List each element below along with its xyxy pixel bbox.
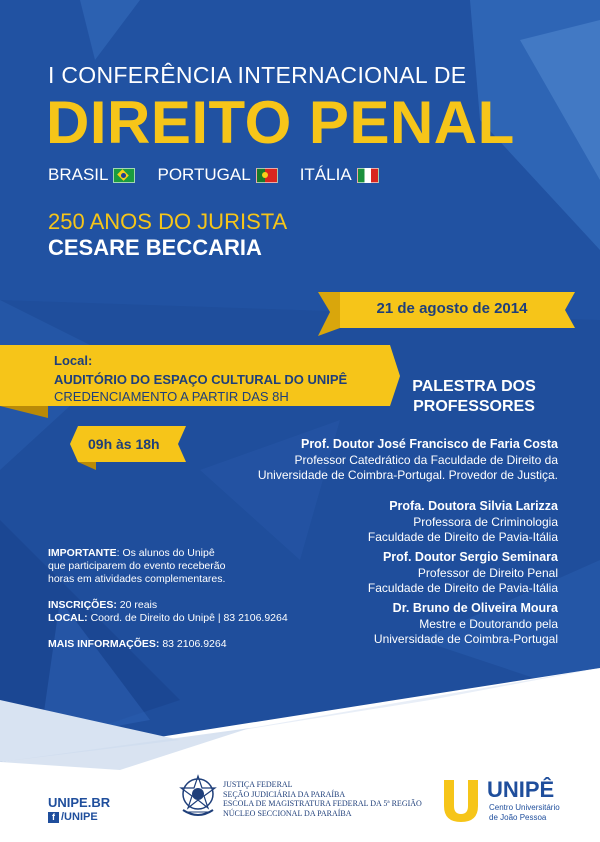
speaker-item: [368, 498, 558, 545]
justica-line: ESCOLA DE MAGISTRATURA FEDERAL DA 5ª REGIÃO: [223, 799, 422, 808]
mais-info-line: [48, 638, 227, 651]
importante-text: que participarem do evento receberão: [48, 560, 226, 572]
portugal-flag-icon: [256, 168, 278, 183]
facebook-icon: f: [48, 812, 59, 823]
italy-flag-icon: [357, 168, 379, 183]
speaker-name: Dr. Bruno de Oliveira Moura: [392, 601, 558, 615]
mais-info-value: 83 2106.9264: [159, 638, 227, 650]
venue-name: AUDITÓRIO DO ESPAÇO CULTURAL DO UNIPÊ: [54, 372, 348, 387]
unipe-subtitle: [489, 803, 560, 822]
speaker-desc: Professor Catedrático da Faculdade de Direito da: [294, 453, 558, 467]
speaker-item: [258, 436, 558, 483]
country-label: BRASIL: [48, 165, 109, 184]
importante-block: [48, 547, 225, 586]
inscricoes-label: INSCRIÇÕES:: [48, 599, 117, 611]
local-info-value: Coord. de Direito do Unipê | 83 2106.9264: [87, 612, 288, 624]
country-label: PORTUGAL: [157, 165, 251, 184]
event-date: 21 de agosto de 2014: [376, 300, 528, 317]
importante-text: : Os alunos do Unipê: [116, 547, 215, 559]
speaker-item: [368, 549, 558, 596]
country-portugal: [157, 165, 277, 185]
palestra-title-line: PALESTRA DOS: [412, 378, 536, 395]
speaker-desc: Professor de Direito Penal: [417, 566, 558, 580]
speaker-name: Profa. Doutora Silvia Larizza: [389, 499, 558, 513]
unipe-logo-text: UNIPÊ: [487, 777, 555, 802]
country-label: ITÁLIA: [299, 165, 352, 184]
country-italia: [300, 165, 379, 185]
justica-line: NÚCLEO SECCIONAL DA PARAÍBA: [223, 808, 352, 818]
conference-title: DIREITO PENAL: [46, 89, 515, 156]
country-list: [48, 165, 401, 185]
unipe-subtitle-line: Centro Universitário: [489, 803, 560, 812]
country-brasil: [48, 165, 135, 185]
facebook-link[interactable]: [48, 811, 98, 823]
speaker-name: Prof. Doutor Sergio Seminara: [382, 550, 558, 564]
speaker-desc: Faculdade de Direito de Pavia-Itália: [367, 581, 558, 595]
local-info-line: [48, 612, 288, 625]
conference-kicker: I CONFERÊNCIA INTERNACIONAL DE: [48, 62, 467, 88]
inscricoes-value: 20 reais: [116, 599, 158, 611]
importante-text: horas em atividades complementares.: [48, 573, 226, 585]
credenciamento-text: CREDENCIAMENTO A PARTIR DAS 8H: [54, 389, 289, 404]
importante-label: IMPORTANTE: [48, 547, 117, 559]
mais-info-label: MAIS INFORMAÇÕES:: [48, 638, 160, 650]
unipe-subtitle-line: de João Pessoa: [489, 812, 547, 822]
website-link[interactable]: UNIPE.BR: [48, 795, 111, 810]
unipe-logo-icon: [440, 778, 482, 824]
brazil-flag-icon: [113, 168, 135, 183]
speaker-desc: Mestre e Doutorando pela: [419, 617, 558, 631]
justica-line: JUSTIÇA FEDERAL: [223, 780, 293, 789]
inscricoes-line: [48, 599, 157, 612]
palestra-title: [390, 377, 558, 417]
speaker-item: [374, 600, 558, 647]
subtitle-name: CESARE BECCARIA: [48, 235, 262, 260]
brasao-icon: [177, 772, 219, 822]
speaker-desc: Universidade de Coimbra-Portugal. Provedor de Justiça.: [257, 468, 558, 482]
speaker-desc: Faculdade de Direito de Pavia-Itália: [367, 530, 558, 544]
speaker-name: Prof. Doutor José Francisco de Faria Costa: [300, 437, 558, 451]
local-info-label: LOCAL:: [48, 612, 88, 624]
local-label: Local:: [54, 353, 93, 368]
speaker-desc: Professora de Criminologia: [413, 515, 558, 529]
subtitle-anniversary: 250 ANOS DO JURISTA: [48, 209, 288, 234]
palestra-title-line: PROFESSORES: [413, 398, 535, 415]
speaker-desc: Universidade de Coimbra-Portugal: [373, 632, 558, 646]
justica-line: SEÇÃO JUDICIÁRIA DA PARAÍBA: [223, 789, 346, 799]
facebook-handle: /UNIPE: [61, 811, 98, 823]
justica-federal-text: [223, 780, 422, 818]
event-hours: 09h às 18h: [88, 436, 160, 452]
